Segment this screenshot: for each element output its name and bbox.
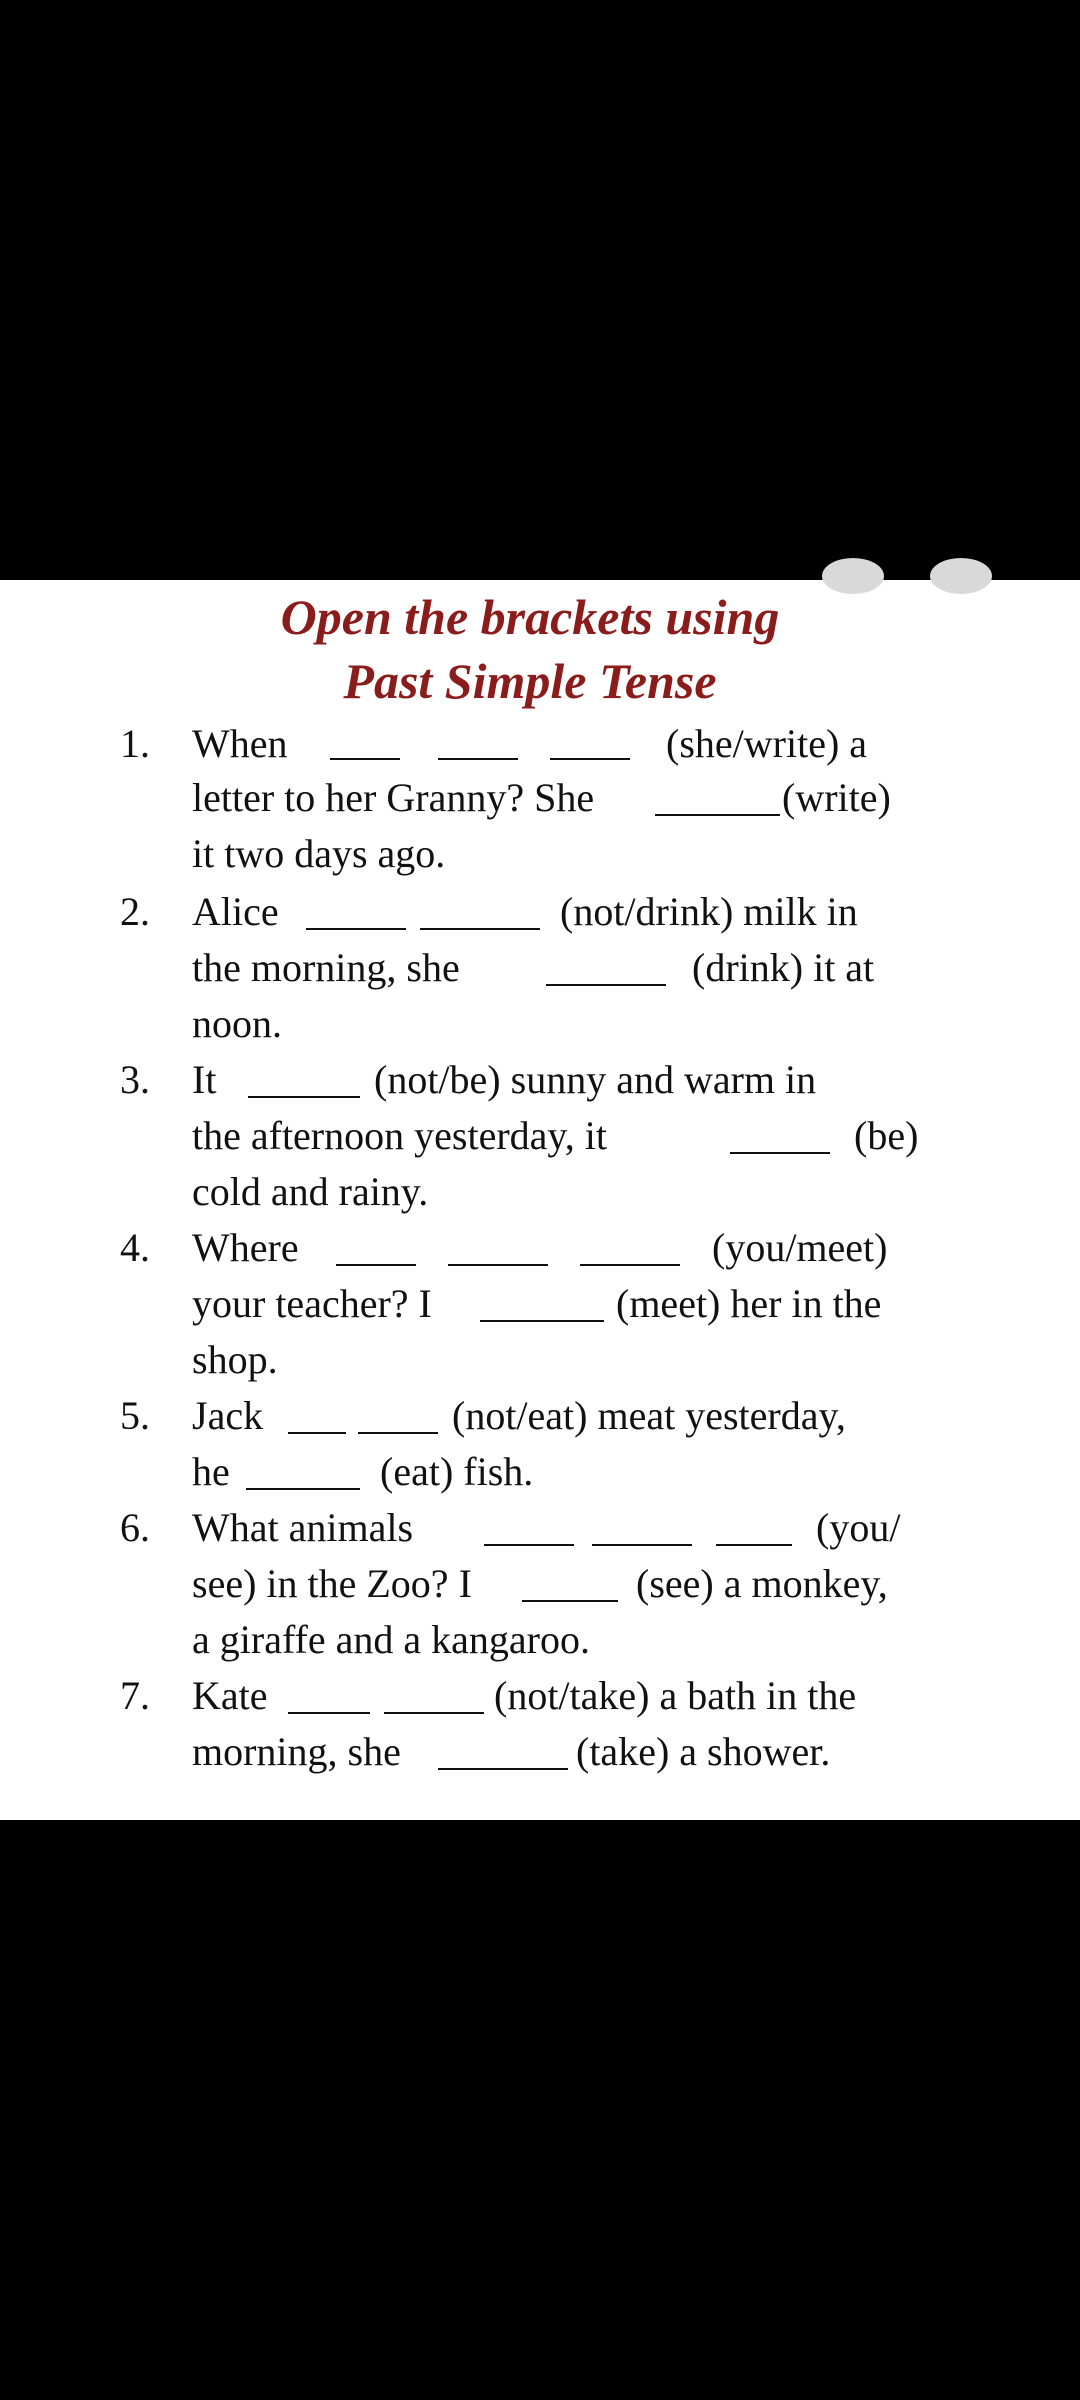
answer-blank[interactable]	[592, 1544, 692, 1546]
item-text: Jack	[192, 1393, 264, 1438]
answer-blank[interactable]	[358, 1432, 438, 1434]
answer-blank[interactable]	[655, 814, 780, 816]
answer-blank[interactable]	[384, 1712, 484, 1714]
answer-blank[interactable]	[336, 1264, 416, 1266]
page-title-line1: Open the brackets using	[280, 589, 780, 645]
answer-blank[interactable]	[288, 1712, 370, 1714]
answer-blank[interactable]	[330, 758, 400, 760]
item-text: Alice	[192, 889, 279, 934]
item-text: (write)	[782, 775, 891, 820]
item-text: Kate	[192, 1673, 268, 1718]
item-text: (she/write) a	[666, 721, 868, 766]
worksheet-page	[0, 580, 1080, 1820]
item-text: letter to her Granny? She	[192, 775, 595, 820]
item-text: (not/eat) meat yesterday,	[452, 1393, 846, 1438]
answer-blank[interactable]	[480, 1320, 604, 1322]
item-text: (meet) her in the	[616, 1281, 882, 1326]
answer-blank[interactable]	[288, 1432, 346, 1434]
answer-blank[interactable]	[580, 1264, 680, 1266]
item-text: your teacher? I	[192, 1281, 432, 1326]
item-text: the morning, she	[192, 945, 460, 990]
item-text: morning, she	[192, 1729, 401, 1774]
item-text: it two days ago.	[192, 831, 446, 876]
item-text: noon.	[192, 1001, 282, 1046]
answer-blank[interactable]	[438, 758, 518, 760]
item-text: Where	[192, 1225, 299, 1270]
top-black-area	[0, 0, 1080, 580]
answer-blank[interactable]	[248, 1096, 360, 1098]
bottom-black-area	[0, 1820, 1080, 2400]
item-text: cold and rainy.	[192, 1169, 429, 1214]
answer-blank[interactable]	[730, 1152, 830, 1154]
item-text: (you/	[816, 1505, 901, 1550]
page-title-line2: Past Simple Tense	[343, 653, 717, 709]
item-text: see) in the Zoo? I	[192, 1561, 472, 1606]
answer-blank[interactable]	[550, 758, 630, 760]
item-number: 1.	[120, 721, 150, 766]
answer-blank[interactable]	[438, 1768, 568, 1770]
item-text: (not/be) sunny and warm in	[374, 1057, 817, 1102]
item-text: he	[192, 1449, 230, 1494]
item-text: It	[192, 1057, 217, 1102]
item-text: When	[192, 721, 288, 766]
item-text: What animals	[192, 1505, 414, 1550]
item-text: (eat) fish.	[380, 1449, 534, 1494]
item-text: (drink) it at	[692, 945, 875, 990]
item-text: the afternoon yesterday, it	[192, 1113, 608, 1158]
item-number: 4.	[120, 1225, 150, 1270]
item-text: (not/take) a bath in the	[494, 1673, 857, 1718]
answer-blank[interactable]	[420, 928, 540, 930]
item-text: shop.	[192, 1337, 278, 1382]
item-text: (you/meet)	[712, 1225, 888, 1270]
item-number: 3.	[120, 1057, 150, 1102]
item-number: 7.	[120, 1673, 150, 1718]
item-number: 2.	[120, 889, 150, 934]
answer-blank[interactable]	[522, 1600, 618, 1602]
answer-blank[interactable]	[448, 1264, 548, 1266]
answer-blank[interactable]	[246, 1488, 360, 1490]
answer-blank[interactable]	[306, 928, 406, 930]
answer-blank[interactable]	[484, 1544, 574, 1546]
item-text: (take) a shower.	[576, 1729, 831, 1774]
item-number: 5.	[120, 1393, 150, 1438]
answer-blank[interactable]	[546, 984, 666, 986]
item-text: (be)	[854, 1113, 919, 1158]
item-number: 6.	[120, 1505, 150, 1550]
item-text: (see) a monkey,	[636, 1561, 888, 1606]
item-text: (not/drink) milk in	[560, 889, 858, 934]
answer-blank[interactable]	[716, 1544, 792, 1546]
item-text: a giraffe and a kangaroo.	[192, 1617, 590, 1662]
